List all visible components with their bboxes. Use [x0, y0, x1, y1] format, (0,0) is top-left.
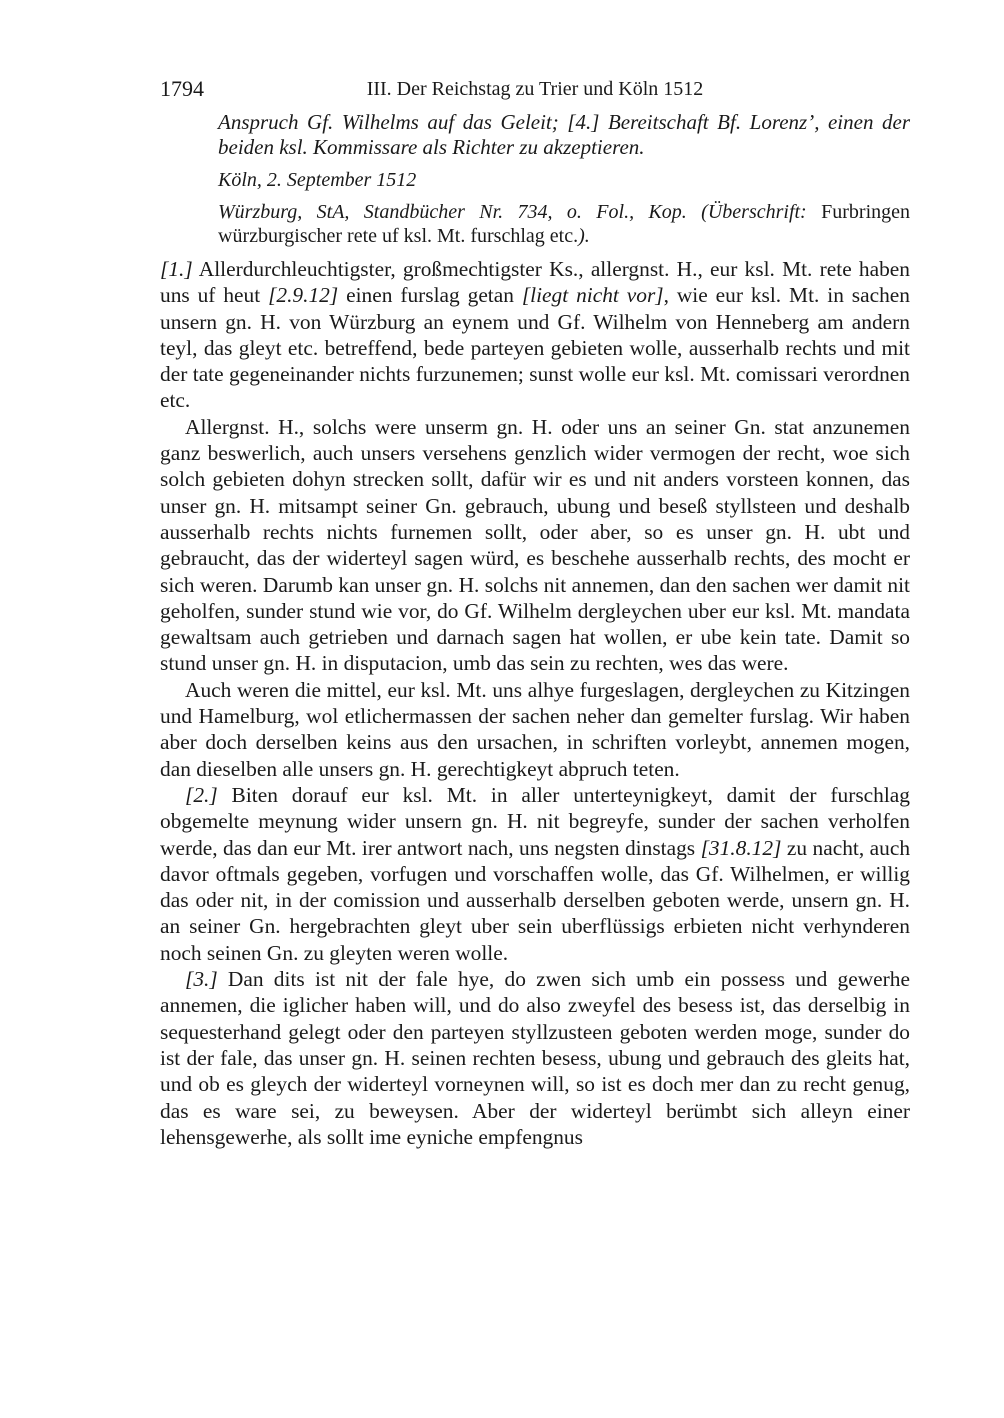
- source-note: [218, 200, 910, 248]
- date-annotation: [31.8.12]: [700, 835, 782, 860]
- source-heading: Furbringen würzburgischer rete uf ksl. Mt. furschlag etc.: [218, 201, 911, 247]
- section-marker-3: [3.]: [185, 967, 218, 992]
- source-close: ).: [578, 225, 590, 247]
- editorial-note: [liegt nicht vor]: [521, 283, 664, 308]
- text-run: , wie eur ksl. Mt. in sachen unsern gn. H. von Würzburg an eynem und Gf. Wilhelm von Henneberg am andern teyl, das gleyt etc. betreffend, bede parteyen gebieten wolle, ausserhalb rechts und mit der tate gegeneinander nichts furzunemen; sunst wolle eur ksl. Mt. comissari verordnen etc.: [160, 283, 910, 413]
- document-date: Köln, 2. September 1512: [218, 169, 417, 191]
- paragraph-2: Allergnst. H., solchs were unserm gn. H. oder uns an seiner Gn. stat anzunemen ganz beswerlich, auch unsers versehens genzlich wider vermogen der recht, woe sich solch gebieten dohyn strecken sollt, dafür wir es und nit anders vorsteen konnen, das unser gn. H. mitsampt seiner Gn. gebrauch, ubung und beseß styllsteen und deshalb ausserhalb rechts nichts furnemen sollt, oder aber, so es unser gn. H. ubt und gebraucht, das der widerteyl sagen würd, es beschehe ausserhalb rechts, des mocht er sich weren. Darumb kan unser gn. H. solchs nit annemen, dan den sachen wer damit nit geholfen, sunder stund wie vor, do Gf. Wilhelm dergleychen uber eur ksl. Mt. mandata gewaltsam auch getrieben und darnach sagen hat wollen, er ube kein tate. Damit so stund unser gn. H. in disputacion, umb das sein zu rechten, wes das were.: [160, 414, 910, 676]
- date-annotation: [2.9.12]: [268, 283, 339, 308]
- text-run: Allerdurchleuchtigster, großmechtigster Ks., allergnst. H., eur ksl. Mt. rete haben uns uf heut: [160, 257, 910, 308]
- document-body: [160, 256, 910, 1150]
- paragraph-3: Auch weren die mittel, eur ksl. Mt. uns alhye furgeslagen, dergleychen zu Kitzingen und Hamelburg, wol etlichermassen der sachen neher dan gemelter furslag. Wir haben aber doch derselben keins aus den ursachen, in schriften vorleybt, annemen mogen, dan dieselben alle unsers gn. H. gerechtigkeyt abpruch teten.: [160, 677, 910, 781]
- text-run: Biten dorauf eur ksl. Mt. in aller unterteynigkeyt, damit der furschlag obgemelte meynung wider unsern gn. H. nit begreyfe, sunder der sachen verholfen werde, das dan eur Mt. irer antwort nach, uns negsten dinstags: [160, 782, 910, 860]
- paragraph-4: [160, 782, 910, 966]
- document-title: Anspruch Gf. Wilhelms auf das Geleit; [4.] Bereitschaft Bf. Lorenz’, einen der beiden ksl. Kommissare als Richter zu akzeptieren.: [218, 110, 910, 159]
- text-run: Dan dits ist nit der fale hye, do zwen sich umb ein possess und gewerhe annemen, die iglicher haben will, und do also zweyfel des besess ist, das derselbig in sequesterhand gelegt oder den parteyen styllzusteen geboten werden moge, sunder do ist der fale, das unser gn. H. seinen rechten besess, ubung und gebrauch des gleits hat, und ob es gleych der widerteyl vorneynen will, so ist es doch mer dan zu recht genug, das es ware sei, zu beweysen. Aber der widerteyl berümbt sich alleyn einer lehensgewerhe, als sollt ime eyniche empfengnus: [160, 967, 910, 1149]
- running-head: [160, 76, 910, 110]
- section-marker-1: [1.]: [160, 257, 193, 281]
- paragraph-1: [160, 256, 910, 414]
- text-run: zu nacht, auch davor oftmals gegeben, vorfugen und vorschaffen wolle, das Gf. Wilhelmen, er willig das oder nit, in der comission und ausserhalb derselben geboten werde, unsern gn. H. an seiner Gn. hergebrachten gleyt uber sein uberflüssigs erbieten nicht verhynderen noch seinen Gn. zu gleyten weren wolle.: [160, 835, 911, 965]
- source-citation: Würzburg, StA, Standbücher Nr. 734, o. Fol., Kop. (Überschrift:: [218, 201, 807, 223]
- page: [160, 76, 910, 1150]
- page-number: 1794: [160, 76, 204, 101]
- document-header: [218, 110, 910, 248]
- paragraph-5: [160, 966, 910, 1150]
- section-marker-2: [2.]: [185, 782, 218, 807]
- running-title: III. Der Reichstag zu Trier und Köln 1512: [366, 78, 704, 100]
- text-run: einen furslag getan: [338, 283, 522, 308]
